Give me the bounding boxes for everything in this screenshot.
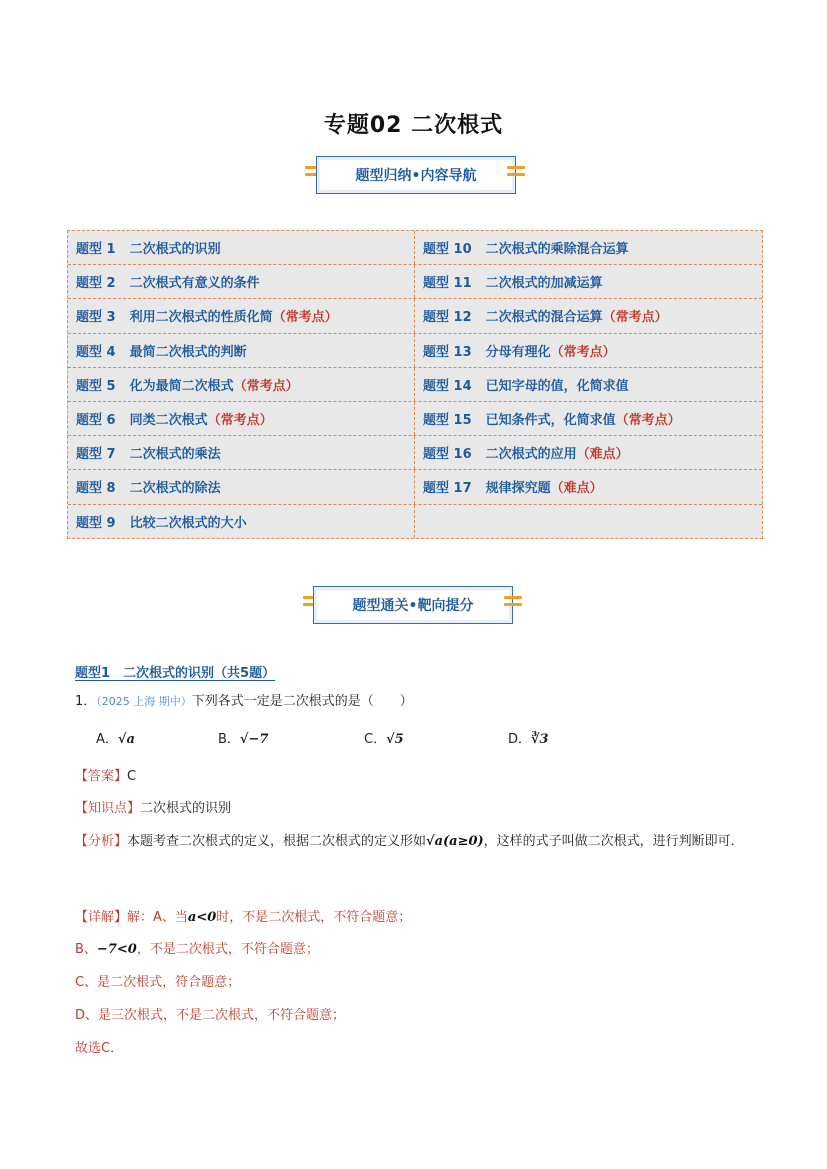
nav-topic-link[interactable]	[415, 231, 762, 264]
section-banner-navigation	[0, 156, 827, 194]
option-c	[364, 728, 404, 747]
nav-topic-link[interactable]	[68, 505, 415, 538]
nav-topic-num: 题型 1	[76, 242, 116, 258]
answer-line	[75, 765, 136, 784]
nav-topic-tag: （常考点）	[550, 344, 616, 360]
nav-topic-text: 比较二次根式的大小	[129, 515, 247, 531]
analysis-paragraph	[75, 826, 765, 858]
question-number: 1．	[75, 694, 97, 709]
option-expression: ∛3	[531, 732, 549, 747]
nav-topic-num: 题型 3	[76, 310, 116, 326]
nav-topic-tag: （常考点）	[272, 310, 338, 326]
nav-topic-text: 二次根式的除法	[129, 481, 221, 497]
nav-topic-link[interactable]	[68, 436, 415, 469]
option-expression: √a	[117, 732, 135, 747]
detail-text: ，不是二次根式，不符合题意；	[136, 942, 319, 957]
nav-topic-tag: （难点）	[576, 447, 629, 463]
banner-label: 题型归纳•内容导航	[316, 156, 516, 194]
nav-topic-num: 题型 11	[423, 276, 472, 292]
detail-formula: −7<0	[96, 942, 137, 957]
nav-topic-num: 题型 8	[76, 481, 116, 497]
nav-topic-num: 题型 17	[423, 481, 472, 497]
nav-topic-text: 二次根式的混合运算	[485, 310, 603, 326]
nav-topic-num: 题型 15	[423, 413, 472, 429]
banner-right-decoration-icon	[507, 166, 525, 182]
nav-row	[68, 265, 762, 299]
detail-line-5: 故选C．	[75, 1041, 124, 1056]
nav-topic-num: 题型 12	[423, 310, 472, 326]
nav-topic-link[interactable]	[415, 265, 762, 298]
knowledge-label: 【知识点】	[75, 801, 141, 816]
nav-topic-num: 题型 6	[76, 413, 116, 429]
nav-topic-num: 题型 16	[423, 447, 472, 463]
nav-topic-text: 同类二次根式	[129, 413, 208, 429]
analysis-text-end: ，这样的式子叫做二次根式，进行判断即可．	[483, 834, 744, 849]
section-banner-practice	[0, 586, 827, 624]
nav-topic-link[interactable]	[415, 368, 762, 401]
detail-text: 解：A、当	[127, 910, 188, 925]
nav-topic-text: 二次根式的识别	[129, 242, 221, 258]
detail-line-3: C、是二次根式，符合题意；	[75, 975, 241, 990]
nav-topic-text: 最简二次根式的判断	[129, 344, 247, 360]
banner-right-decoration-icon	[504, 596, 522, 612]
page-title: 专题02 二次根式	[323, 113, 504, 138]
nav-topic-text: 已知字母的值，化简求值	[485, 378, 629, 394]
nav-topic-link[interactable]	[68, 265, 415, 298]
nav-topic-link[interactable]	[68, 470, 415, 503]
nav-topic-tag: （常考点）	[602, 310, 668, 326]
banner-label: 题型通关•靶向提分	[313, 586, 513, 624]
detail-text: B、	[75, 942, 97, 957]
nav-topic-text: 规律探究题	[485, 481, 551, 497]
nav-topic-num: 题型 14	[423, 378, 472, 394]
nav-topic-num: 题型 13	[423, 344, 472, 360]
answer-label: 【答案】	[75, 769, 128, 784]
question-text: 下列各式一定是二次根式的是（ ）	[191, 694, 413, 709]
nav-topic-link[interactable]	[415, 470, 762, 503]
analysis-text: 本题考查二次根式的定义，根据二次根式的定义形如	[127, 834, 427, 849]
option-label: D．	[508, 732, 532, 747]
nav-topic-link[interactable]	[68, 231, 415, 264]
option-label: C．	[364, 732, 387, 747]
answer-options	[0, 728, 827, 748]
detail-text: 时，不是二次根式，不符合题意；	[216, 910, 412, 925]
nav-topic-tag: （常考点）	[615, 413, 681, 429]
nav-topic-text: 二次根式的乘法	[129, 447, 221, 463]
option-b	[218, 728, 268, 747]
nav-empty-cell	[415, 505, 762, 538]
nav-topic-num: 题型 7	[76, 447, 116, 463]
option-a	[96, 728, 135, 747]
analysis-label: 【分析】	[75, 834, 128, 849]
detail-line-1	[75, 906, 411, 925]
nav-topic-link[interactable]	[68, 334, 415, 367]
knowledge-value: 二次根式的识别	[140, 801, 232, 816]
nav-topic-text: 二次根式的应用	[485, 447, 577, 463]
nav-topic-tag: （常考点）	[233, 378, 299, 394]
nav-topic-text: 化为最简二次根式	[129, 378, 234, 394]
nav-topic-text: 已知条件式，化简求值	[485, 413, 616, 429]
nav-row	[68, 436, 762, 470]
nav-topic-num: 题型 2	[76, 276, 116, 292]
nav-topic-link[interactable]	[415, 334, 762, 367]
nav-topic-link[interactable]	[68, 402, 415, 435]
nav-topic-link[interactable]	[415, 299, 762, 332]
nav-topic-link[interactable]	[68, 299, 415, 332]
option-label: B．	[218, 732, 240, 747]
nav-topic-link[interactable]	[415, 402, 762, 435]
nav-topic-text: 二次根式有意义的条件	[129, 276, 260, 292]
nav-row	[68, 368, 762, 402]
nav-topic-text: 利用二次根式的性质化简	[129, 310, 273, 326]
nav-topic-tag: （常考点）	[207, 413, 273, 429]
nav-topic-num: 题型 5	[76, 378, 116, 394]
option-expression: √−7	[239, 732, 269, 747]
knowledge-line	[75, 797, 231, 816]
nav-topic-text: 二次根式的乘除混合运算	[485, 242, 629, 258]
option-expression: √5	[386, 732, 404, 747]
nav-topic-num: 题型 10	[423, 242, 472, 258]
detail-line-4: D、是三次根式，不是二次根式，不符合题意；	[75, 1008, 346, 1023]
nav-topic-link[interactable]	[68, 368, 415, 401]
nav-topic-tag: （难点）	[550, 481, 603, 497]
nav-topic-num: 题型 9	[76, 515, 116, 531]
question-1	[75, 690, 413, 709]
nav-topic-text: 二次根式的加减运算	[485, 276, 603, 292]
option-label: A．	[96, 732, 118, 747]
nav-topic-text: 分母有理化	[485, 344, 551, 360]
analysis-formula: √a(a≥0)	[426, 834, 484, 849]
detail-label: 【详解】	[75, 910, 128, 925]
question-source: （2025 上海 期中）	[96, 695, 192, 708]
nav-row	[68, 505, 762, 538]
option-d	[508, 728, 549, 747]
nav-row	[68, 470, 762, 504]
nav-topic-link[interactable]	[415, 436, 762, 469]
detail-formula: a<0	[187, 910, 217, 925]
section-heading: 题型1 二次根式的识别（共5题）	[75, 666, 276, 681]
nav-row	[68, 334, 762, 368]
nav-row	[68, 299, 762, 333]
answer-value: C	[127, 769, 137, 784]
nav-row	[68, 402, 762, 436]
nav-row	[68, 231, 762, 265]
nav-topic-num: 题型 4	[76, 344, 116, 360]
topic-navigation-table	[67, 230, 763, 539]
detail-line-2	[75, 938, 319, 957]
